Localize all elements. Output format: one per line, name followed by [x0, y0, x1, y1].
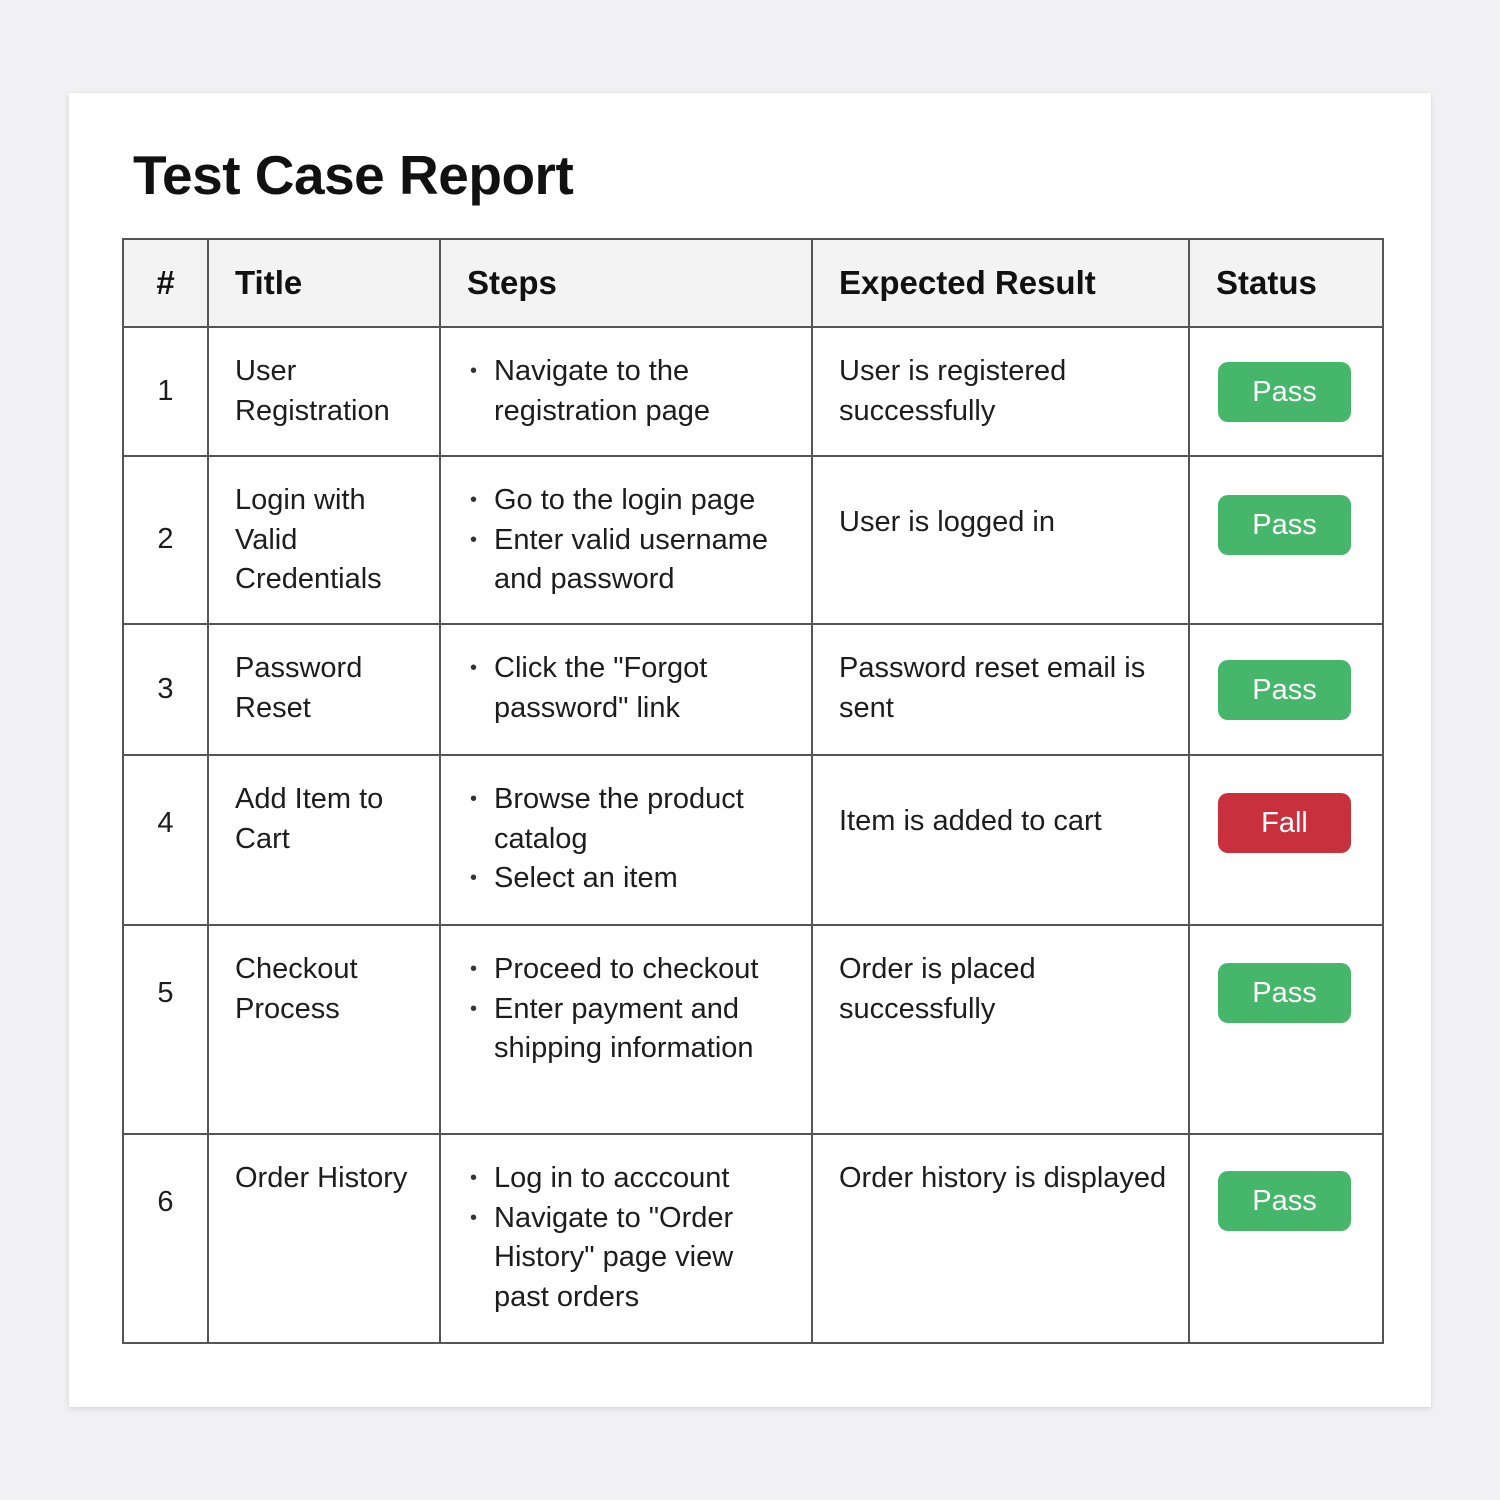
cell-status: [1189, 624, 1383, 755]
cell-title: Add Item to Cart: [208, 755, 440, 925]
steps-list: [467, 950, 793, 1069]
steps-list: [467, 1159, 793, 1317]
steps-list: [467, 352, 793, 431]
report-card: [69, 93, 1431, 1407]
table-row: [123, 327, 1383, 456]
cell-expected-result: User is logged in: [812, 456, 1189, 624]
cell-steps: [440, 624, 812, 755]
step-item: • Browse the product catalog: [467, 780, 793, 859]
cell-number: 2: [123, 456, 208, 624]
status-badge-fail: Fall: [1218, 793, 1351, 853]
cell-title: Password Reset: [208, 624, 440, 755]
steps-list: [467, 780, 793, 899]
cell-status: [1189, 1134, 1383, 1343]
steps-list: [467, 481, 793, 600]
cell-title: Checkout Process: [208, 925, 440, 1134]
column-header-number: #: [123, 239, 208, 327]
cell-steps: [440, 456, 812, 624]
page-title: Test Case Report: [133, 144, 574, 206]
column-header-expected-result: Expected Result: [812, 239, 1189, 327]
step-item: • Log in to acccount: [467, 1159, 793, 1199]
column-header-steps: Steps: [440, 239, 812, 327]
cell-number: 4: [123, 755, 208, 925]
cell-status: [1189, 327, 1383, 456]
status-badge-pass: Pass: [1218, 495, 1351, 555]
cell-expected-result: Order is placed successfully: [812, 925, 1189, 1134]
status-badge-pass: Pass: [1218, 963, 1351, 1023]
cell-number: 1: [123, 327, 208, 456]
cell-number: 5: [123, 925, 208, 1134]
cell-expected-result: Item is added to cart: [812, 755, 1189, 925]
cell-expected-result: User is registered successfully: [812, 327, 1189, 456]
cell-steps: [440, 755, 812, 925]
step-item: • Select an item: [467, 859, 793, 899]
column-header-status: Status: [1189, 239, 1383, 327]
cell-steps: [440, 1134, 812, 1343]
table-row: [123, 456, 1383, 624]
status-badge-pass: Pass: [1218, 362, 1351, 422]
steps-list: [467, 649, 793, 728]
table-row: [123, 624, 1383, 755]
cell-status: [1189, 755, 1383, 925]
cell-status: [1189, 456, 1383, 624]
cell-number: 3: [123, 624, 208, 755]
table-header-row: [123, 239, 1383, 327]
step-item: • Enter payment and shipping information: [467, 990, 793, 1069]
step-item: • Proceed to checkout: [467, 950, 793, 990]
cell-expected-result: Order history is displayed: [812, 1134, 1189, 1343]
step-item: • Click the "Forgot password" link: [467, 649, 793, 728]
step-item: • Go to the login page: [467, 481, 793, 521]
column-header-title: Title: [208, 239, 440, 327]
step-item: • Navigate to "Order History" page view past orders: [467, 1199, 793, 1318]
cell-status: [1189, 925, 1383, 1134]
cell-number: 6: [123, 1134, 208, 1343]
cell-expected-result: Password reset email is sent: [812, 624, 1189, 755]
test-case-table: [122, 238, 1384, 1344]
step-item: • Navigate to the registration page: [467, 352, 793, 431]
cell-title: User Registration: [208, 327, 440, 456]
status-badge-pass: Pass: [1218, 660, 1351, 720]
cell-steps: [440, 925, 812, 1134]
step-item: • Enter valid username and password: [467, 521, 793, 600]
cell-steps: [440, 327, 812, 456]
table-row: [123, 925, 1383, 1134]
cell-title: Login with Valid Credentials: [208, 456, 440, 624]
status-badge-pass: Pass: [1218, 1171, 1351, 1231]
table-row: [123, 755, 1383, 925]
cell-title: Order History: [208, 1134, 440, 1343]
table-row: [123, 1134, 1383, 1343]
